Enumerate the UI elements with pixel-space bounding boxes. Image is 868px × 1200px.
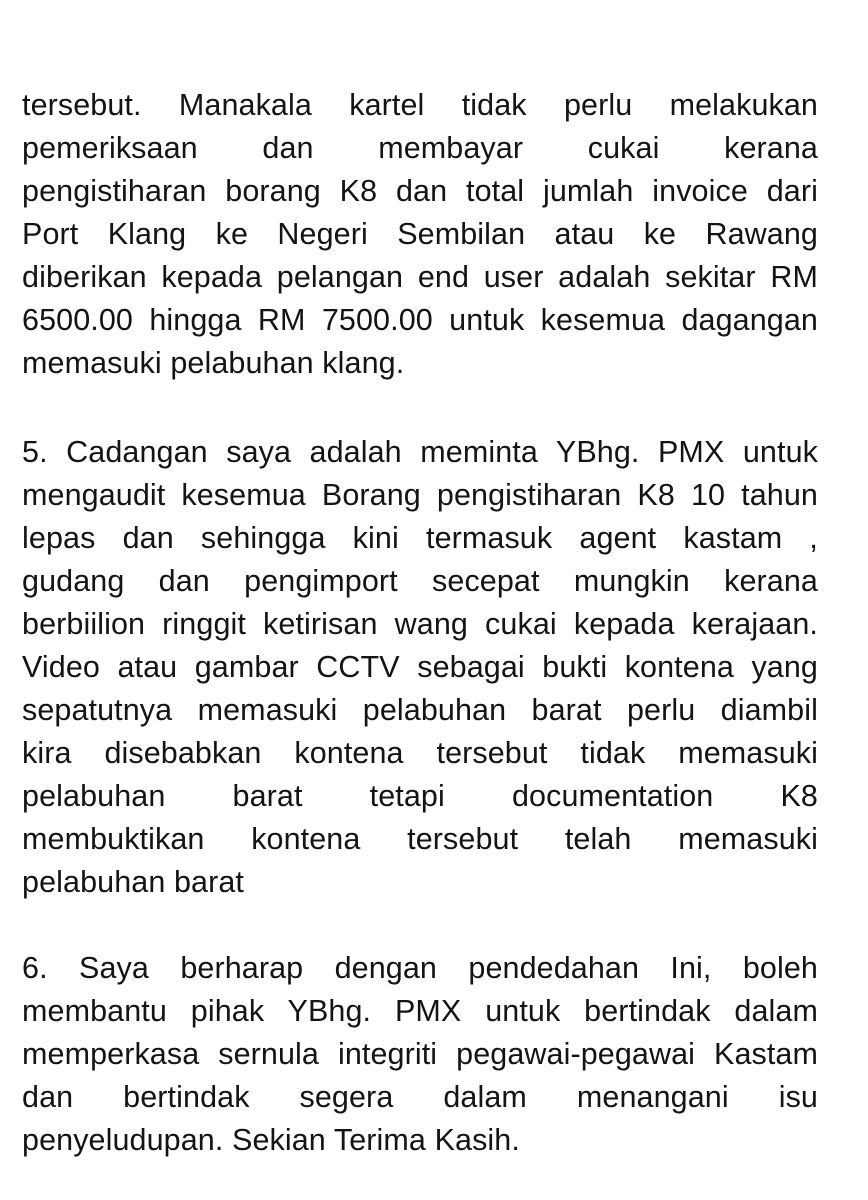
text-line: 6. Saya berharap dengan pendedahan Ini, boleh	[22, 951, 818, 985]
text-line: dan bertindak segera dalam menangani isu	[22, 1080, 818, 1114]
text-line: memperkasa sernula integriti pegawai-pegawai Kastam	[22, 1037, 818, 1071]
text-line: lepas dan sehingga kini termasuk agent kastam ,	[22, 521, 818, 555]
text-line: Port Klang ke Negeri Sembilan atau ke Rawang	[22, 217, 818, 251]
text-line: pelabuhan barat tetapi documentation K8	[22, 779, 818, 813]
text-line: Video atau gambar CCTV sebagai bukti kontena yang	[22, 650, 818, 684]
text-line: tersebut. Manakala kartel tidak perlu melakukan	[22, 88, 818, 122]
text-line: kira disebabkan kontena tersebut tidak memasuki	[22, 736, 818, 770]
text-line: pemeriksaan dan membayar cukai kerana	[22, 131, 818, 165]
text-line: memasuki pelabuhan klang.	[22, 346, 405, 380]
paragraph-5	[22, 431, 818, 904]
text-line: 5. Cadangan saya adalah meminta YBhg. PMX untuk	[22, 435, 818, 469]
text-line: penyeludupan. Sekian Terima Kasih.	[22, 1123, 520, 1157]
text-line: membantu pihak YBhg. PMX untuk bertindak dalam	[22, 994, 818, 1028]
text-line: mengaudit kesemua Borang pengistiharan K8 10 tahun	[22, 478, 818, 512]
paragraph-6	[22, 947, 818, 1162]
text-line: pengistiharan borang K8 dan total jumlah invoice dari	[22, 174, 818, 208]
text-line: gudang dan pengimport secepat mungkin kerana	[22, 564, 818, 598]
text-line: membuktikan kontena tersebut telah memasuki	[22, 822, 818, 856]
text-line: pelabuhan barat	[22, 865, 244, 899]
text-line: diberikan kepada pelangan end user adalah sekitar RM	[22, 260, 818, 294]
paragraph-continuation	[22, 84, 818, 385]
text-line: 6500.00 hingga RM 7500.00 untuk kesemua dagangan	[22, 303, 818, 337]
text-line: berbiilion ringgit ketirisan wang cukai kepada kerajaan.	[22, 607, 818, 641]
text-line: sepatutnya memasuki pelabuhan barat perlu diambil	[22, 693, 818, 727]
